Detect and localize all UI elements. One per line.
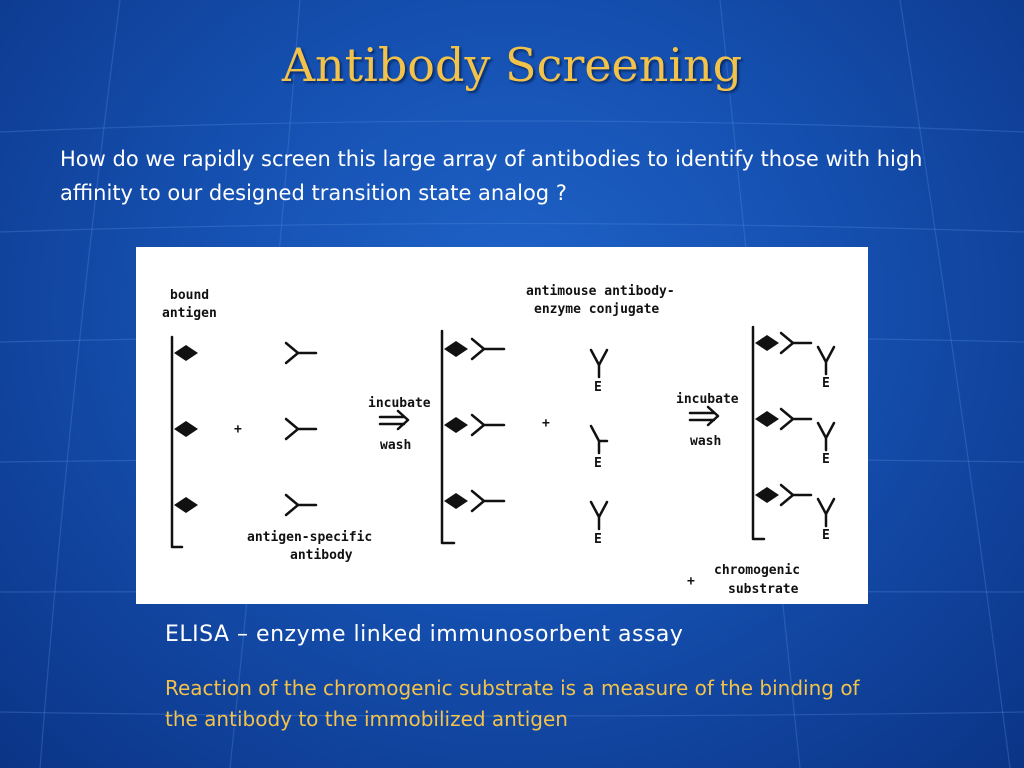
elisa-diagram	[136, 247, 868, 604]
antibody-label-2: antibody	[290, 548, 353, 563]
enzyme-label-3: E	[594, 532, 602, 547]
intro-question: How do we rapidly screen this large array of antibodies to identify those with high affinity to our designed transition state analog ?	[60, 147, 923, 205]
substrate-label-1: chromogenic	[714, 563, 801, 578]
incubate-label-1: incubate	[368, 396, 431, 411]
plus-sign-2: +	[542, 416, 550, 431]
bound-antigen-label-1: bound	[170, 288, 210, 303]
elisa-diagram-panel	[136, 247, 868, 604]
bound-antigen-label-2: antigen	[162, 306, 217, 321]
enzyme-label-6: E	[822, 528, 830, 543]
enzyme-label-2: E	[594, 456, 602, 471]
wash-label-2: wash	[690, 434, 722, 449]
enzyme-label-4: E	[822, 376, 830, 391]
enzyme-label-5: E	[822, 452, 830, 467]
conjugate-label-2: enzyme conjugate	[534, 302, 660, 317]
incubate-label-2: incubate	[676, 392, 739, 407]
elisa-caption: ELISA – enzyme linked immunosorbent assay	[165, 622, 684, 647]
enzyme-label-1: E	[594, 380, 602, 395]
conjugate-label-1: antimouse antibody-	[526, 284, 675, 299]
plus-sign-1: +	[234, 422, 242, 437]
plus-sign-3: +	[687, 574, 695, 589]
antibody-label-1: antigen-specific	[247, 530, 373, 545]
wash-label-1: wash	[380, 438, 412, 453]
slide-title: Antibody Screening	[281, 38, 743, 92]
substrate-note: Reaction of the chromogenic substrate is a measure of the binding of the antibody to the immobilized antigen	[165, 676, 860, 731]
substrate-label-2: substrate	[728, 582, 799, 597]
